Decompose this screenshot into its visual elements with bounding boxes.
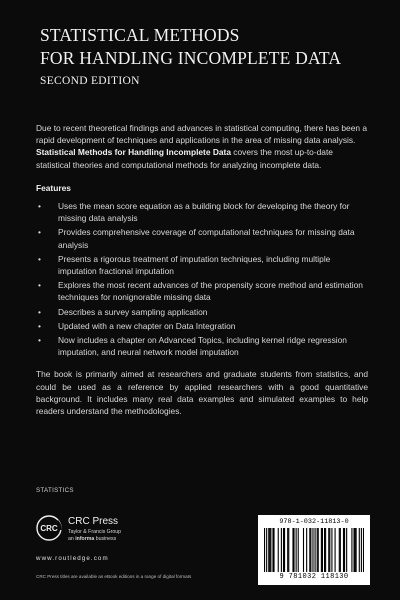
barcode-bar (343, 528, 344, 572)
feature-text: Updated with a new chapter on Data Integration (58, 320, 236, 331)
barcode-bar (268, 528, 269, 572)
bullet-icon: • (38, 306, 41, 317)
feature-item (36, 253, 368, 277)
feature-item (36, 320, 368, 332)
barcode-bar (266, 528, 267, 572)
bullet-icon: • (38, 280, 41, 291)
isbn-number: 978-1-032-11813-0 (279, 518, 349, 526)
feature-item (36, 200, 368, 224)
features-heading: Features (36, 182, 71, 193)
feature-text: Describes a survey sampling application (58, 306, 208, 317)
bullet-icon: • (38, 253, 41, 264)
barcode-bar (318, 528, 319, 572)
barcode-bar (351, 528, 352, 572)
barcode-bar (288, 528, 289, 572)
barcode-bar (287, 528, 288, 572)
bullet-icon: • (38, 227, 41, 238)
feature-item (36, 306, 368, 318)
barcode-bar (324, 528, 325, 572)
barcode-bar (346, 528, 347, 572)
barcode-bar (355, 528, 356, 572)
isbn-barcode (258, 515, 370, 585)
barcode-bar (325, 528, 326, 572)
feature-text: Provides comprehensive coverage of computational techniques for missing data analysis (58, 227, 355, 250)
crc-press-logo-icon (36, 515, 62, 541)
publisher-business (68, 536, 116, 542)
bullet-icon: • (38, 335, 41, 346)
barcode-bar (315, 528, 316, 572)
feature-text: Presents a rigorous treatment of imputation techniques, including multiple imputation fractional imputation (58, 253, 331, 277)
barcode-bar (310, 528, 311, 572)
category-label: STATISTICS (36, 487, 74, 494)
barcode-bar (273, 528, 274, 572)
barcode-bar (317, 528, 318, 572)
feature-text: Now includes a chapter on Advanced Topics, including kernel ridge regression imputation, and neural network model imputation (58, 335, 347, 358)
barcode-bar (329, 528, 330, 572)
barcode-bar (321, 528, 322, 572)
intro-text-2: covers the most up-to-date statistical theories and computational methods for analyzing incomplete data. (36, 147, 333, 170)
book-title-line-2: FOR HANDLING INCOMPLETE DATA (40, 48, 342, 68)
bullet-icon: • (38, 320, 41, 331)
barcode-bar (293, 528, 294, 572)
ebook-footnote: CRC Press titles are available as eBook editions in a range of digital formats (36, 574, 192, 579)
feature-text: Uses the mean score equation as a building block for developing the theory for missing data analysis (58, 201, 350, 224)
barcode-bar (281, 528, 282, 572)
barcode-bar (284, 528, 285, 572)
barcode-bar (296, 528, 297, 572)
barcode-bar (363, 528, 364, 572)
barcode-bar (269, 528, 270, 572)
barcode-bar (340, 528, 341, 572)
barcode-bar (283, 528, 284, 572)
barcode-bar (356, 528, 357, 572)
barcode-bar (309, 528, 310, 572)
intro-book-title: Statistical Methods for Handling Incomplete Data (36, 147, 231, 158)
barcode-bar (272, 528, 273, 572)
barcode-bar (298, 528, 299, 572)
barcode-bar (344, 528, 345, 572)
publisher-block (36, 513, 156, 553)
barcode-bar (328, 528, 329, 572)
intro-paragraph (36, 122, 368, 171)
feature-item (36, 334, 368, 358)
title-block (40, 24, 380, 87)
publisher-group: Taylor & Francis Group (68, 529, 122, 535)
crc-logo-text: CRC (40, 524, 58, 533)
intro-text-1: Due to recent theoretical findings and advances in statistical computing, there has been a rapid development of techniques and applications in the area of missing data analysis. (36, 123, 368, 146)
barcode-bar (306, 528, 307, 572)
book-title-line-1: STATISTICAL METHODS (40, 25, 240, 45)
feature-text: Explores the most recent advances of the propensity score method and estimation techniques for nonignorable missing data (58, 280, 363, 303)
barcode-bar (335, 528, 336, 572)
barcode-bar (292, 528, 293, 572)
barcode-bar (359, 528, 360, 572)
publisher-website: www.routledge.com (36, 555, 109, 562)
business-prefix: an (68, 536, 76, 542)
barcode-bar (322, 528, 323, 572)
barcode-bar (353, 528, 354, 572)
feature-item (36, 226, 368, 250)
business-suffix: business (94, 536, 117, 542)
barcode-bar (339, 528, 340, 572)
barcode-bar (270, 528, 271, 572)
barcode-bar (331, 528, 332, 572)
features-list (36, 200, 368, 358)
publisher-name: CRC Press (68, 516, 119, 527)
barcode-bar (278, 528, 279, 572)
barcode-bar (361, 528, 362, 572)
barcode-icon (264, 528, 364, 572)
feature-item (36, 279, 368, 303)
barcode-bar (303, 528, 304, 572)
closing-paragraph: The book is primarily aimed at researchers and graduate students from statistics, and could be used as a reference by applied researchers with a good quantitative background. It includes many real data examples and simulated examples to help readers understand the methodologies. (36, 369, 368, 417)
description (36, 122, 368, 428)
barcode-bar (312, 528, 313, 572)
informa-label: informa (75, 536, 95, 542)
barcode-bar (264, 528, 265, 572)
barcode-digits: 9 781032 118130 (279, 573, 349, 581)
bullet-icon: • (38, 201, 41, 212)
edition-label: SECOND EDITION (40, 75, 140, 87)
